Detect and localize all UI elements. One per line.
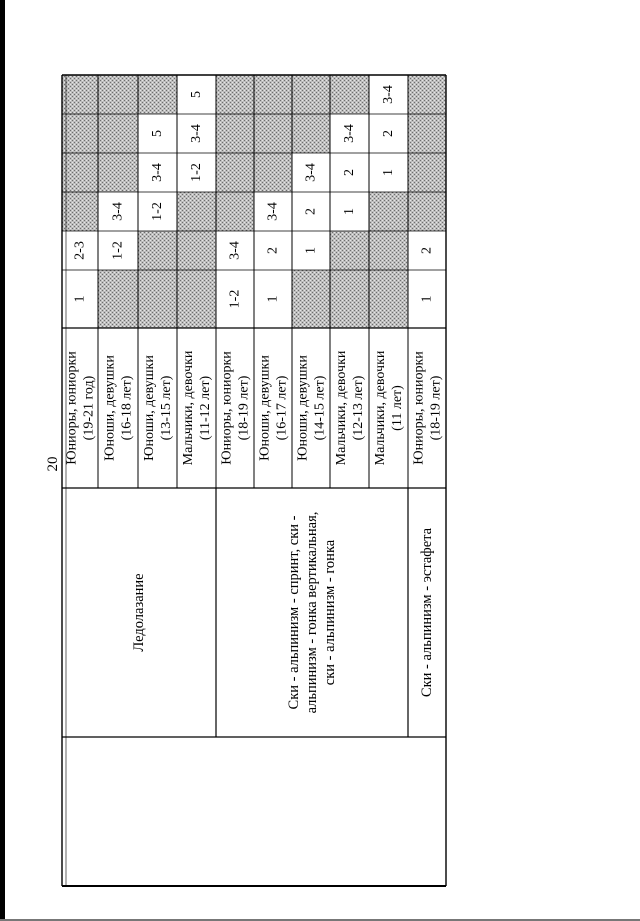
place-value: 2	[303, 208, 319, 215]
place-value: 5	[150, 130, 165, 137]
category-name: Юниоры, юниорки	[411, 351, 427, 465]
category-name: Юноши, девушки	[295, 355, 311, 461]
shaded-cell	[98, 153, 138, 192]
category-name: Мальчики, девочки	[373, 350, 388, 466]
place-value: 3-4	[227, 241, 243, 260]
category-age: (19-21 год)	[81, 375, 97, 441]
shaded-cell	[330, 270, 369, 328]
category-age: (14-15 лет)	[312, 375, 328, 441]
discipline-name: Ледолазание	[131, 573, 147, 652]
place-value: 3-4	[189, 124, 204, 143]
shaded-cell	[369, 231, 408, 270]
category-age: (18-19 лет)	[236, 375, 252, 441]
shaded-cell	[62, 153, 98, 192]
shaded-cell	[254, 75, 292, 114]
place-value: 2	[419, 247, 435, 254]
shaded-cell	[216, 192, 254, 231]
place-value: 5	[189, 91, 204, 98]
place-value: 1	[419, 295, 435, 303]
place-value: 1	[381, 169, 396, 176]
shaded-cell	[408, 75, 446, 114]
discipline-name: ски - альпинизм - гонка	[322, 539, 338, 686]
place-value: 1	[342, 208, 357, 215]
shaded-cell	[330, 231, 369, 270]
place-value: 2	[381, 130, 396, 137]
category-age: (18-19 лет)	[428, 375, 444, 441]
place-value: 3-4	[110, 202, 126, 221]
shaded-cell	[292, 75, 330, 114]
place-value: 1-2	[189, 163, 204, 182]
place-value: 3-4	[265, 202, 281, 221]
shaded-cell	[62, 114, 98, 153]
category-age: (16-18 лет)	[119, 375, 135, 441]
place-value: 3-4	[150, 163, 165, 182]
category-age: (11-12 лет)	[198, 375, 213, 441]
place-value: 1-2	[227, 289, 243, 309]
shaded-cell	[369, 192, 408, 231]
discipline-name: альпинизм - гонка вертикальная,	[304, 511, 320, 714]
category-name: Юноши, девушки	[142, 355, 157, 461]
place-value: 2	[265, 247, 281, 254]
shaded-cell	[98, 270, 138, 328]
shaded-cell	[216, 114, 254, 153]
category-age: (16-17 лет)	[274, 375, 290, 441]
place-value: 1	[303, 247, 319, 254]
shaded-cell	[138, 231, 177, 270]
shaded-cell	[292, 114, 330, 153]
shaded-cell	[138, 270, 177, 328]
place-value: 1-2	[110, 241, 126, 260]
shaded-cell	[292, 270, 330, 328]
shaded-cell	[177, 270, 216, 328]
place-value: 3-4	[381, 85, 396, 104]
category-age: (11 лет)	[390, 385, 405, 431]
page-number: 20	[45, 456, 61, 472]
category-name: Юниоры, юниорки	[64, 351, 80, 465]
place-value: 1-2	[150, 202, 165, 221]
shaded-cell	[408, 114, 446, 153]
shaded-cell	[177, 192, 216, 231]
shaded-cell	[330, 75, 369, 114]
shaded-cell	[98, 114, 138, 153]
category-name: Юноши, девушки	[257, 355, 273, 461]
shaded-cell	[138, 75, 177, 114]
place-value: 2	[342, 169, 357, 176]
shaded-cell	[216, 153, 254, 192]
category-name: Мальчики, девочки	[334, 350, 349, 466]
shaded-cell	[408, 153, 446, 192]
shaded-cell	[216, 75, 254, 114]
shaded-cell	[408, 192, 446, 231]
category-age: (12-13 лет)	[351, 375, 366, 441]
shaded-cell	[62, 75, 98, 114]
place-value: 2-3	[72, 241, 88, 260]
category-name: Юноши, девушки	[102, 355, 118, 461]
place-value: 3-4	[342, 124, 357, 143]
place-value: 3-4	[303, 163, 319, 182]
discipline-name: Ски - альпинизм - спринт, ски -	[286, 515, 302, 710]
shaded-cell	[369, 270, 408, 328]
category-name: Мальчики, девочки	[181, 350, 196, 466]
shaded-cell	[254, 153, 292, 192]
place-value: 1	[265, 295, 281, 303]
category-name: Юниоры, юниорки	[219, 351, 235, 465]
shaded-cell	[62, 192, 98, 231]
discipline-name: Ски - альпинизм - эстафета	[419, 527, 435, 698]
shaded-cell	[177, 231, 216, 270]
place-value: 1	[72, 295, 88, 303]
category-age: (13-15 лет)	[159, 375, 174, 441]
shaded-cell	[98, 75, 138, 114]
shaded-cell	[254, 114, 292, 153]
